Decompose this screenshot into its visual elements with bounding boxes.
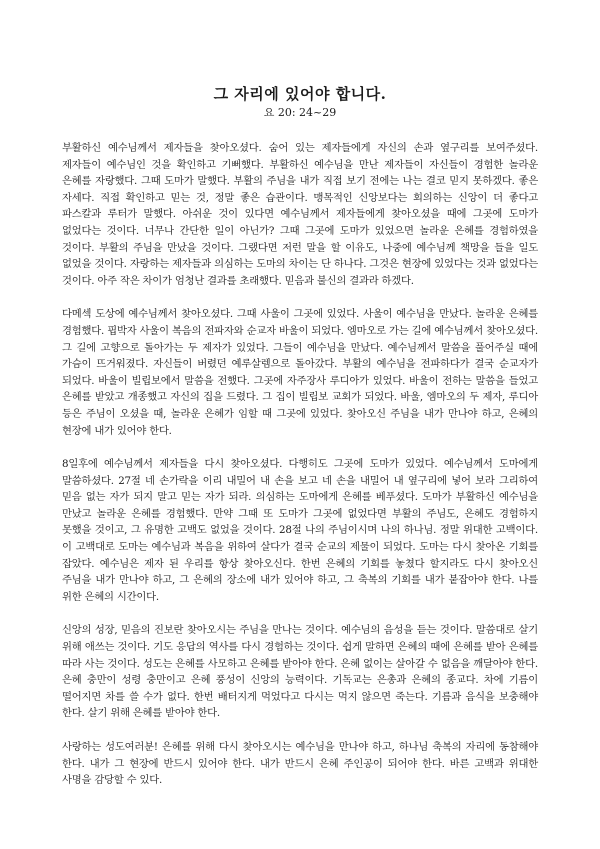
paragraph-5: 사랑하는 성도여러분! 은혜를 위해 다시 찾아오시는 예수님을 만나야 하고, 하나님 축복의 자리에 동참해야 한다. 내가 그 현장에 반드시 있어야 한다. 내가 반드시 은혜 주인공이 되어야 한다. 바른 고백과 위대한 사명을 감당할 수 있다.: [62, 741, 538, 787]
document-body: [62, 140, 538, 789]
scripture-reference: 요 20: 24~29: [263, 106, 337, 119]
document-title: 그 자리에 있어야 합니다.: [213, 85, 387, 103]
paragraph-2: 다메섹 도상에 예수님께서 찾아오셨다. 그때 사울이 그곳에 있었다. 사울이 예수님을 만났다. 놀라운 은혜를 경험했다. 핍박자 사울이 복음의 전파자와 순교자 바울이 되었다. 엠마오로 가는 길에 예수님께서 찾아오셨다. 그 길에 고향으로 돌아가는 두 제자가 있었다. 그들이 예수님을 만났다. 예수님께서 말씀을 풀어주실 때에 가슴이 뜨거워졌다. 자신들이 버렸던 예루살렘으로 돌아갔다. 부활의 예수님을 전파하다가 결국 순교자가 되었다. 바울이 빌립보에서 말씀을 전했다. 그곳에 자주장사 루디아가 있었다. 바울이 전하는 말씀을 들었고 은혜를 받았고 개종했고 자신의 집을 드렸다. 그 집이 빌립보 교회가 되었다. 바울, 엠마오의 두 제자, 루디아 등은 주님이 오셨을 때, 놀라운 은혜가 임할 때 그곳에 있었다. 찾아오신 주님을 내가 만나야 하고, 은혜의 현장에 내가 있어야 한다.: [62, 308, 538, 437]
paragraph-3: 8일후에 예수님께서 제자들을 다시 찾아오셨다. 다행히도 그곳에 도마가 있었다. 예수님께서 도마에게 말씀하셨다. 27절 네 손가락을 이리 내밀어 내 손을 보고 네 손을 내밀어 내 옆구리에 넣어 보라 그리하여 믿음 없는 자가 되지 말고 믿는 자가 되라. 의심하는 도마에게 은혜를 베푸셨다. 도마가 부활하신 예수님을 만났고 놀라운 은혜를 경험했다. 만약 그때 또 도마가 그곳에 없었다면 부활의 주님도, 은혜도 경험하지 못했을 것이고, 그 유명한 고백도 없었을 것이다. 28절 나의 주님이시며 나의 하나님. 정말 위대한 고백이다. 이 고백대로 도마는 예수님과 복음을 위하여 살다가 결국 순교의 제물이 되었다. 도마는 다시 찾아온 기회를 잡았다. 예수님은 제자 된 우리를 항상 찾아오신다. 한번 은혜의 기회를 놓쳤다 할지라도 다시 찾아오신 주님을 내가 만나야 하고, 그 은혜의 장소에 내가 있어야 하고, 그 축복의 기회를 내가 붙잡아야 한다. 나를 위한 은혜의 시간이다.: [62, 458, 538, 603]
paragraph-1: 부활하신 예수님께서 제자들을 찾아오셨다. 숨어 있는 제자들에게 자신의 손과 옆구리를 보여주셨다. 제자들이 예수님인 것을 확인하고 기뻐했다. 부활하신 예수님을 만난 제자들이 자신들이 경험한 놀라운 은혜를 자랑했다. 그때 도마가 말했다. 부활의 주님을 내가 직접 보기 전에는 나는 결코 믿지 못하겠다. 좋은 자세다. 직접 확인하고 믿는 것, 정말 좋은 습관이다. 맹목적인 신앙보다는 회의하는 신앙이 더 좋다고 파스칼과 루터가 말했다. 아쉬운 것이 있다면 예수님께서 제자들에게 찾아오셨을 때에 그곳에 도마가 없었다는 것이다. 너무나 간단한 일이 아닌가? 그때 그곳에 도마가 있었으면 놀라운 은혜를 경험하였을 것이다. 부활의 주님을 만났을 것이다. 그랬다면 저런 말을 할 이유도, 나중에 예수님께 책망을 들을 일도 없었을 것이다. 자랑하는 제자들과 의심하는 도마의 차이는 단 하나다. 그것은 현장에 있었다는 것과 없었다는 것이다. 아주 작은 차이가 엄청난 결과를 초래했다. 믿음과 불신의 결과라 하겠다.: [62, 142, 538, 287]
paragraph-4: 신앙의 성장, 믿음의 진보란 찾아오시는 주님을 만나는 것이다. 예수님의 음성을 듣는 것이다. 말씀대로 살기 위해 애쓰는 것이다. 기도 응답의 역사를 다시 경험하는 것이다. 쉽게 말하면 은혜의 때에 은혜를 받아 은혜를 따라 사는 것이다. 성도는 은혜를 사모하고 은혜를 받아야 한다. 은혜 없이는 살아갈 수 없음을 깨달아야 한다. 은혜 충만이 성령 충만이고 은혜 풍성이 신앙의 능력이다. 기독교는 은총과 은혜의 종교다. 차에 기름이 떨어지면 차를 쓸 수가 없다. 한번 배터지게 먹었다고 다시는 먹지 않으면 죽는다. 기름과 음식을 보충해야 한다. 살기 위해 은혜를 받아야 한다.: [62, 624, 538, 720]
